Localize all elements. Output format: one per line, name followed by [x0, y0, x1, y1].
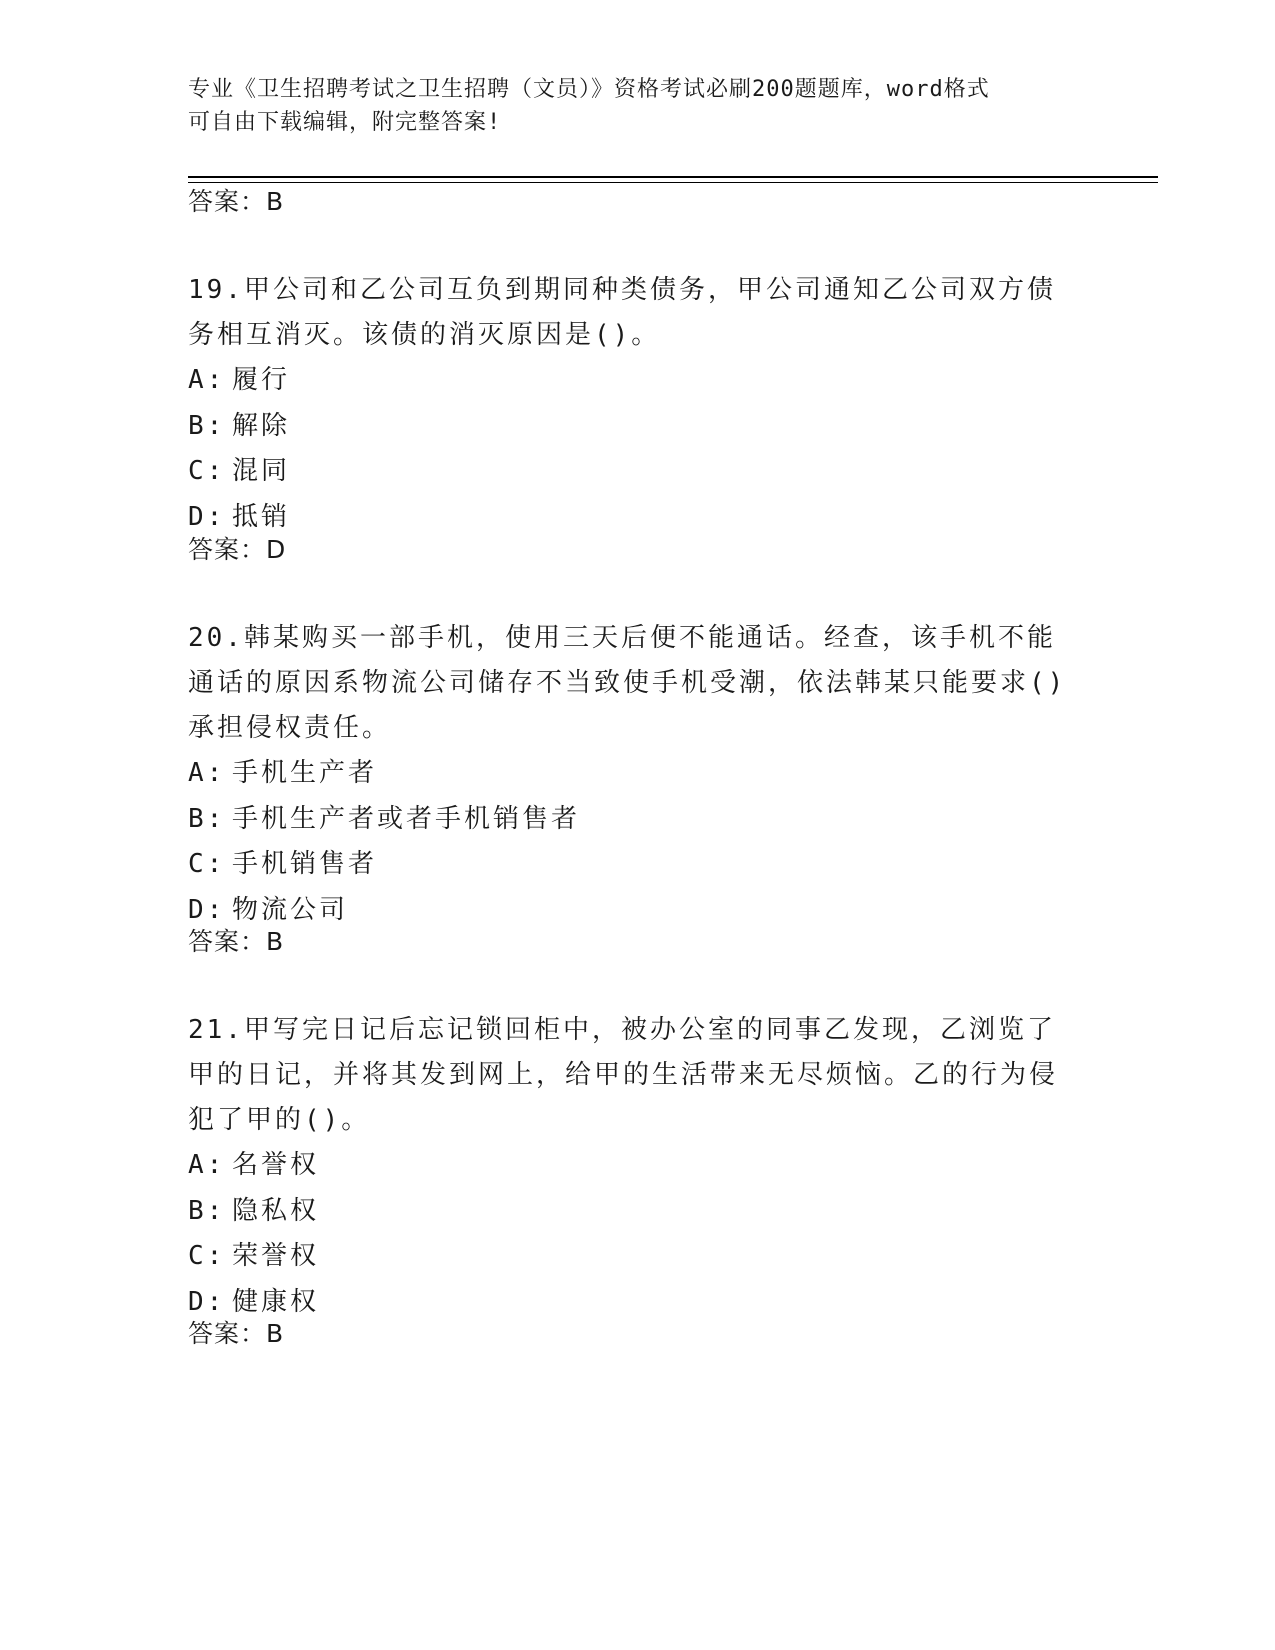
option-letter: D:	[188, 1286, 226, 1317]
option-a	[188, 358, 1078, 404]
option-letter: B:	[188, 803, 226, 834]
option-text: 隐私权	[232, 1195, 320, 1226]
option-letter: D:	[188, 894, 226, 925]
header-line-2: 可自由下载编辑，附完整答案!	[188, 110, 502, 135]
option-text: 荣誉权	[232, 1241, 320, 1271]
option-letter: D:	[188, 501, 226, 532]
option-text: 手机生产者	[232, 758, 378, 788]
option-letter: C:	[188, 849, 226, 879]
option-d	[188, 888, 1078, 934]
header-divider-thin	[188, 182, 1158, 183]
question-stem: 20.韩某购买一部手机，使用三天后便不能通话。经查，该手机不能通话的原因系物流公司储存不当致使手机受潮，依法韩某只能要求()承担侵权责任。	[188, 623, 1067, 743]
previous-answer: 答案：B	[188, 187, 285, 216]
option-text: 手机销售者	[232, 849, 378, 879]
option-text: 抵销	[232, 501, 291, 532]
option-letter: C:	[188, 456, 226, 486]
question-21	[188, 1008, 1078, 1325]
option-letter: C:	[188, 1241, 226, 1271]
option-b	[188, 404, 1078, 450]
option-letter: A:	[188, 1150, 226, 1180]
option-text: 解除	[232, 410, 291, 441]
option-text: 名誉权	[232, 1150, 320, 1180]
answer-20: 答案：B	[188, 927, 285, 956]
option-b	[188, 1189, 1078, 1235]
answer-19: 答案：D	[188, 535, 287, 564]
option-text: 混同	[232, 456, 291, 486]
question-stem: 21.甲写完日记后忘记锁回柜中，被办公室的同事乙发现，乙浏览了甲的日记，并将其发到网上，给甲的生活带来无尽烦恼。乙的行为侵犯了甲的()。	[188, 1015, 1059, 1135]
option-c	[188, 842, 1078, 888]
document-header	[188, 73, 1088, 139]
option-a	[188, 751, 1078, 797]
option-text: 手机生产者或者手机销售者	[232, 803, 581, 834]
answer-21: 答案：B	[188, 1319, 285, 1348]
option-c	[188, 449, 1078, 495]
option-c	[188, 1234, 1078, 1280]
option-text: 履行	[232, 365, 291, 395]
header-divider-thick	[188, 176, 1158, 178]
option-b	[188, 797, 1078, 843]
option-letter: B:	[188, 410, 226, 441]
header-line-1: 专业《卫生招聘考试之卫生招聘（文员）》资格考试必刷200题题库，word格式	[188, 77, 990, 102]
question-20	[188, 616, 1078, 933]
option-a	[188, 1143, 1078, 1189]
option-d	[188, 495, 1078, 541]
option-text: 物流公司	[232, 894, 349, 925]
option-letter: A:	[188, 365, 226, 395]
question-stem: 19.甲公司和乙公司互负到期同种类债务，甲公司通知乙公司双方债务相互消灭。该债的消灭原因是()。	[188, 275, 1056, 350]
option-text: 健康权	[232, 1286, 320, 1317]
option-letter: A:	[188, 758, 226, 788]
option-letter: B:	[188, 1195, 226, 1226]
option-d	[188, 1280, 1078, 1326]
question-19	[188, 268, 1078, 540]
